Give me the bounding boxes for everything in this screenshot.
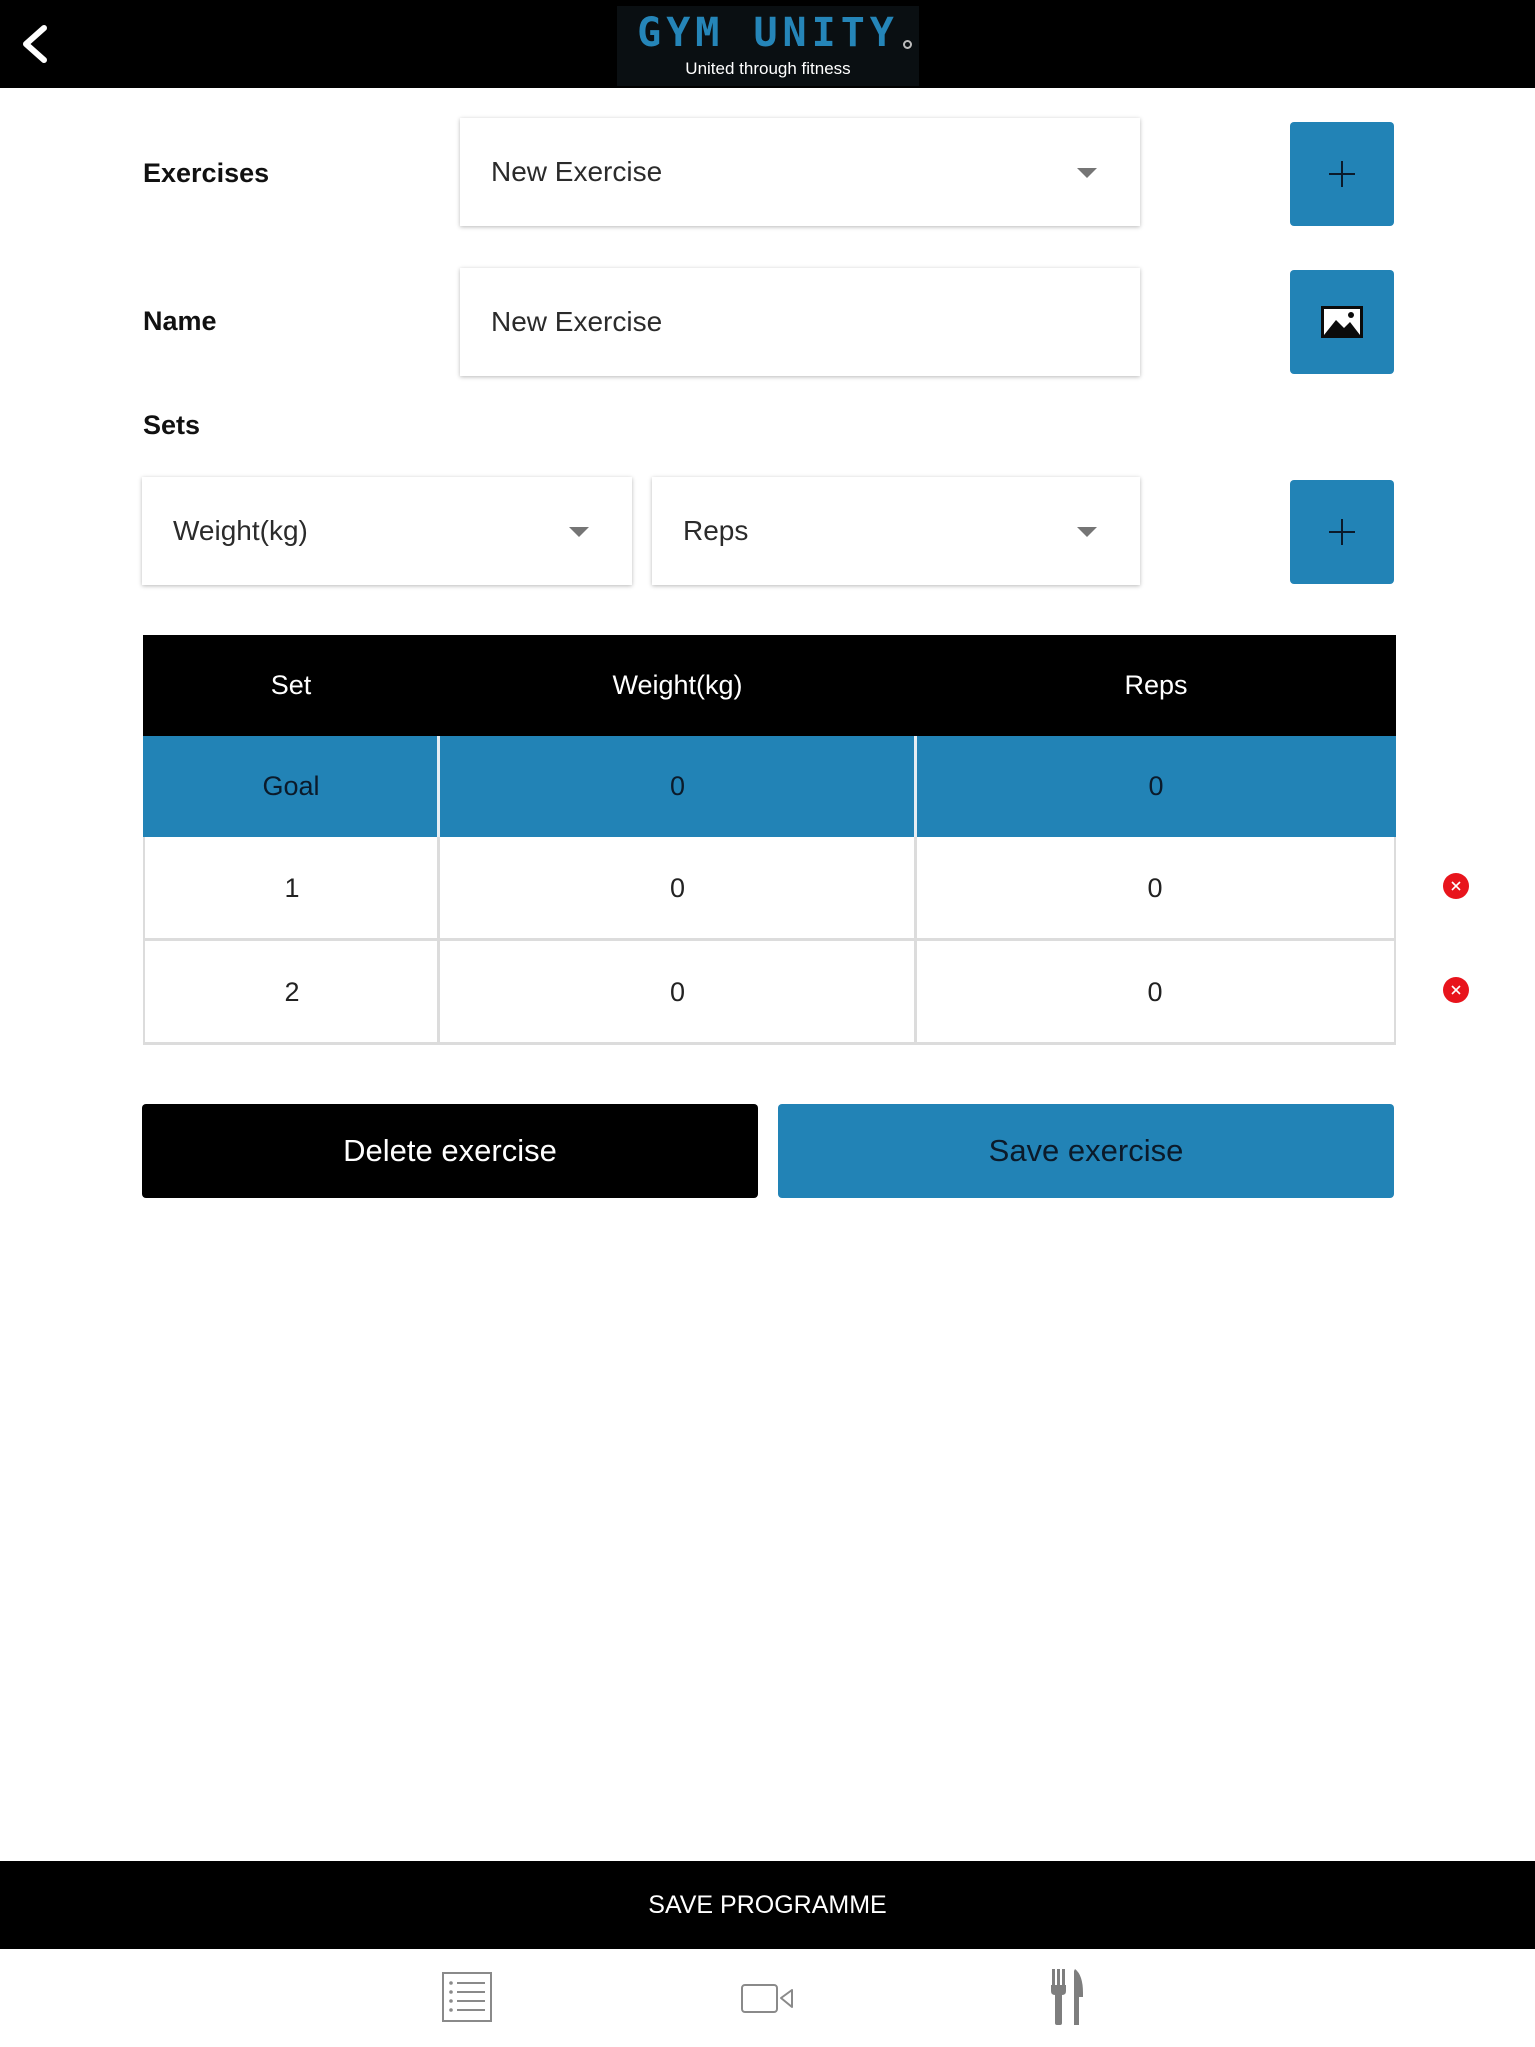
dropdown-arrow-icon [1077,527,1097,537]
top-bar [0,0,1535,88]
name-label: Name [143,306,217,336]
set-reps[interactable]: 0 [1147,873,1163,903]
bottom-nav [0,1949,1535,2047]
plus-icon [1290,122,1394,226]
video-icon [733,1963,803,2033]
chevron-left-icon [8,14,68,74]
nav-item-video[interactable] [733,1963,803,2033]
reps-select[interactable] [652,477,1140,585]
delete-set-icon[interactable] [1443,873,1469,899]
weight-select[interactable] [142,477,632,585]
header-set: Set [270,670,312,700]
logo-title: GYM UNITY [637,10,899,56]
nav-item-nutrition[interactable] [1033,1963,1103,2033]
add-image-button[interactable] [1290,270,1394,374]
header-reps: Reps [1124,670,1188,700]
set-number: 2 [284,977,300,1007]
table-row [143,837,1396,941]
delete-set-icon[interactable] [1443,977,1469,1003]
dropdown-arrow-icon [569,527,589,537]
sets-label: Sets [143,410,201,440]
save-exercise-button[interactable]: Save exercise [778,1104,1394,1198]
exercises-label: Exercises [143,158,270,188]
name-field[interactable] [460,268,1140,376]
set-weight[interactable]: 0 [669,873,686,903]
name-field-value: New Exercise [491,306,663,337]
close-icon [1443,873,1469,899]
header-weight: Weight(kg) [612,670,743,700]
delete-exercise-button[interactable]: Delete exercise [142,1104,758,1198]
table-row [143,941,1396,1045]
table-header [143,635,1396,736]
reps-select-value: Reps [683,515,749,546]
list-icon [433,1963,503,2033]
weight-select-value: Weight(kg) [173,515,308,546]
set-reps[interactable]: 0 [1147,977,1163,1007]
exercises-select[interactable] [460,118,1140,226]
set-weight[interactable]: 0 [669,977,686,1007]
logo-subtitle: United through fitness [685,59,851,78]
nav-item-programme[interactable] [433,1963,503,2033]
add-exercise-button[interactable] [1290,122,1394,226]
save-programme-button[interactable]: SAVE PROGRAMME [0,1861,1535,1949]
goal-weight[interactable]: 0 [669,771,686,801]
app-logo [617,6,919,86]
goal-row [143,736,1396,837]
add-set-button[interactable] [1290,480,1394,584]
close-icon [1443,977,1469,1003]
logo-registered-mark [903,40,912,49]
dropdown-arrow-icon [1077,168,1097,178]
back-button[interactable] [8,14,68,74]
goal-reps[interactable]: 0 [1148,771,1164,801]
set-number: 1 [284,873,300,903]
plus-icon [1290,480,1394,584]
fork-knife-icon [1033,1963,1103,2033]
exercises-select-value: New Exercise [491,156,663,187]
image-icon [1290,270,1394,374]
goal-label: Goal [262,771,320,801]
